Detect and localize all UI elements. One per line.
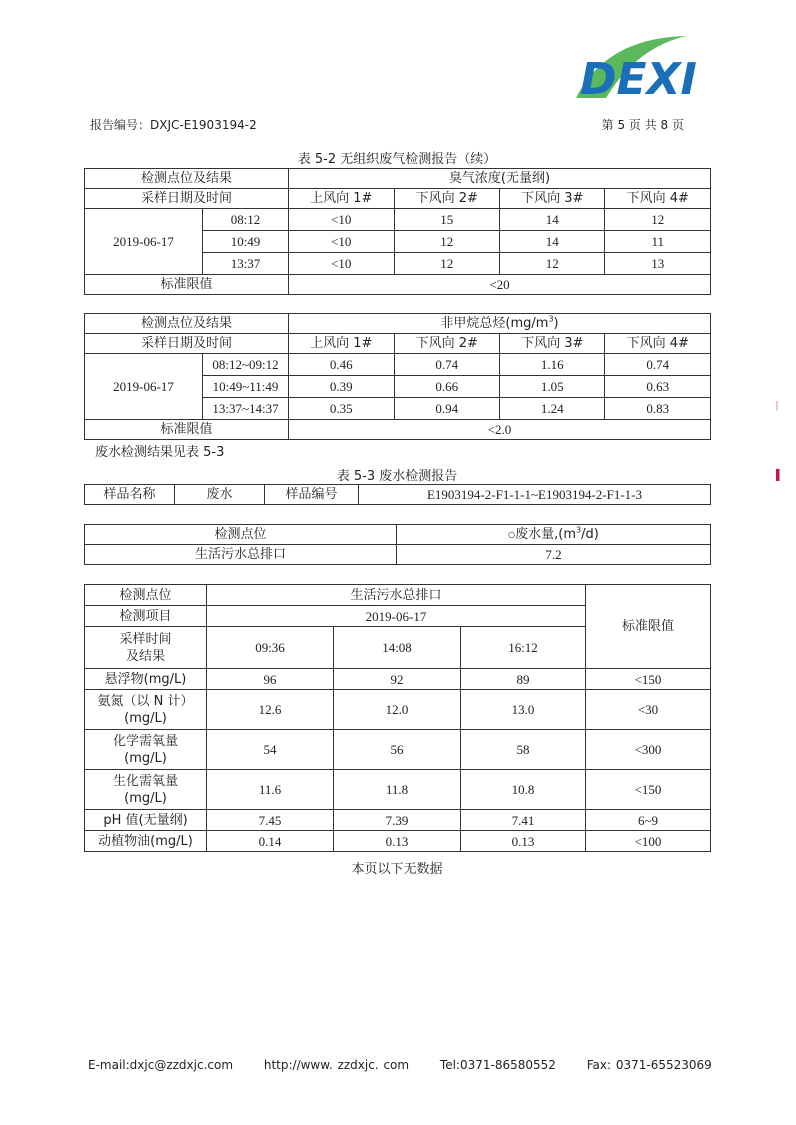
nmhc-limit-row [85,420,711,440]
cell-value: 12 [499,253,604,275]
flow-table [84,524,711,565]
table-row [85,770,711,810]
table-row [85,690,711,730]
nmhc-header-row [85,314,711,334]
cell-value: 1.05 [499,376,604,398]
ww-item: 动植物油(mg/L) [85,831,207,852]
nmhc-time: 13:37~14:37 [203,398,289,420]
odor-col: 下风向 3# [499,189,604,209]
ww-time-label-1: 采样时间 [119,631,172,647]
ww-item-line2: (mg/L) [124,790,167,806]
nmhc-limit: <2.0 [289,420,711,440]
ww-date: 2019-06-17 [207,606,586,627]
cell-limit: <150 [586,669,711,690]
odor-header-h1: 检测点位及结果 [85,169,289,189]
odor-time: 13:37 [203,253,289,275]
nmhc-col: 下风向 2# [394,334,499,354]
odor-param: 臭气浓度(无量纲) [289,169,711,189]
ww-item-line1: 氨氮（以 N 计） [97,693,194,709]
cell-value: 13.0 [461,690,586,730]
nmhc-param-end: ) [553,316,559,331]
cell-value: 14 [499,209,604,231]
cell-value: 12.0 [334,690,461,730]
ww-item [85,730,207,770]
cell-value: 56 [334,730,461,770]
cell-value: <10 [289,231,394,253]
table-row [85,831,711,852]
cell-value: 11 [605,231,711,253]
nmhc-header-h1: 检测点位及结果 [85,314,289,334]
ww-item: 悬浮物(mg/L) [85,669,207,690]
cell-value: 1.24 [499,398,604,420]
logo-text: DEXI [580,54,697,105]
table-row [85,209,711,231]
nmhc-limit-label: 标准限值 [85,420,289,440]
circle-icon: ○ [508,530,516,539]
odor-limit-row [85,275,711,295]
report-number: 报告编号：DXJC-E1903194-2 [90,118,257,132]
flow-label-end: /d) [581,527,599,542]
wastewater-note: 废水检测结果见表 5-3 [95,445,225,460]
odor-col: 上风向 1# [289,189,394,209]
nmhc-param-text: 非甲烷总烃(mg/m [440,316,549,331]
cell-value: 12 [394,231,499,253]
ww-time: 14:08 [334,627,461,669]
footer-web: http://www. zzdxjc. com [263,1058,410,1072]
odor-col: 下风向 2# [394,189,499,209]
end-note: 本页以下无数据 [351,862,443,877]
table-row [85,730,711,770]
sample-no-label: 样品编号 [265,485,359,505]
footer-fax: Fax: 0371-65523069 [586,1058,712,1072]
cell-value: 1.16 [499,354,604,376]
cell-limit: <150 [586,770,711,810]
page-indicator: 第 5 页 共 8 页 [601,118,684,132]
ww-point-row [85,585,711,606]
ww-item: pH 值(无量纲) [85,810,207,831]
nmhc-date: 2019-06-17 [85,354,203,420]
footer-email: E-mail:dxjc@zzdxjc.com [88,1058,234,1072]
cell-limit: <30 [586,690,711,730]
odor-col-row [85,189,711,209]
cell-value: 14 [499,231,604,253]
cell-value: 0.74 [394,354,499,376]
table-row [85,669,711,690]
cell-value: 0.66 [394,376,499,398]
ww-time: 09:36 [207,627,334,669]
cell-value: 7.39 [334,810,461,831]
ww-time-label-2: 及结果 [125,648,165,664]
sample-name-label: 样品名称 [85,485,175,505]
nmhc-col: 下风向 4# [605,334,711,354]
nmhc-param-sup: 3 [548,314,554,324]
flow-point-label: 检测点位 [85,525,397,545]
flow-value-row [85,545,711,565]
cell-value: 92 [334,669,461,690]
odor-table [84,168,711,295]
nmhc-col: 下风向 3# [499,334,604,354]
cell-value: 0.13 [334,831,461,852]
cell-value: 13 [605,253,711,275]
cell-value: 0.94 [394,398,499,420]
cell-value: 12.6 [207,690,334,730]
cell-value: 15 [394,209,499,231]
table-5-2-caption: 表 5-2 无组织废气检测报告（续） [297,152,497,167]
nmhc-table [84,313,711,440]
odor-limit-label: 标准限值 [85,275,289,295]
wastewater-table [84,584,711,852]
cell-limit: <100 [586,831,711,852]
margin-mark: | [776,400,779,411]
sample-name: 废水 [175,485,265,505]
cell-value: 54 [207,730,334,770]
cell-value: 0.63 [605,376,711,398]
ww-limit-label: 标准限值 [586,585,711,669]
sample-no: E1903194-2-F1-1-1~E1903194-2-F1-1-3 [359,485,711,505]
flow-label-text: 废水量,(m [515,527,577,542]
cell-value: 89 [461,669,586,690]
sample-info-row [85,485,711,505]
odor-col: 下风向 4# [605,189,711,209]
odor-date: 2019-06-17 [85,209,203,275]
ww-item [85,770,207,810]
ww-item-line2: (mg/L) [124,750,167,766]
cell-limit: <300 [586,730,711,770]
footer [88,1058,738,1072]
flow-label-sup: 3 [576,525,582,535]
odor-limit: <20 [289,275,711,295]
cell-value: 0.14 [207,831,334,852]
cell-value: 58 [461,730,586,770]
odor-header-h2: 采样日期及时间 [85,189,289,209]
ww-item-line1: 生化需氧量 [112,773,178,789]
cell-value: 96 [207,669,334,690]
table-5-3-caption: 表 5-3 废水检测报告 [336,469,458,484]
ww-point-label: 检测点位 [85,585,207,606]
company-logo [566,28,726,108]
cell-value: 11.8 [334,770,461,810]
margin-mark: ▌ [776,470,784,481]
cell-value: 10.8 [461,770,586,810]
table-row [85,354,711,376]
cell-value: 0.83 [605,398,711,420]
flow-header-row [85,525,711,545]
cell-value: <10 [289,209,394,231]
cell-limit: 6~9 [586,810,711,831]
nmhc-col-row [85,334,711,354]
flow-value: 7.2 [397,545,711,565]
nmhc-header-h2: 采样日期及时间 [85,334,289,354]
ww-item-label: 检测项目 [85,606,207,627]
nmhc-time: 08:12~09:12 [203,354,289,376]
cell-value: 12 [605,209,711,231]
odor-time: 10:49 [203,231,289,253]
ww-time-label [85,627,207,669]
dexi-logo-graphic [566,28,726,108]
nmhc-param [289,314,711,334]
odor-time: 08:12 [203,209,289,231]
ww-item-line2: (mg/L) [124,710,167,726]
nmhc-time: 10:49~11:49 [203,376,289,398]
ww-point: 生活污水总排口 [207,585,586,606]
flow-label [397,525,711,545]
ww-time: 16:12 [461,627,586,669]
cell-value: 11.6 [207,770,334,810]
cell-value: 0.74 [605,354,711,376]
flow-point: 生活污水总排口 [85,545,397,565]
table-row [85,810,711,831]
cell-value: 12 [394,253,499,275]
ww-item-line1: 化学需氧量 [112,733,178,749]
cell-value: 0.13 [461,831,586,852]
cell-value: 0.46 [289,354,394,376]
cell-value: <10 [289,253,394,275]
ww-item [85,690,207,730]
odor-header-row [85,169,711,189]
sample-info-table [84,484,711,505]
cell-value: 0.35 [289,398,394,420]
cell-value: 0.39 [289,376,394,398]
nmhc-col: 上风向 1# [289,334,394,354]
cell-value: 7.45 [207,810,334,831]
footer-tel: Tel:0371-86580552 [439,1058,556,1072]
cell-value: 7.41 [461,810,586,831]
